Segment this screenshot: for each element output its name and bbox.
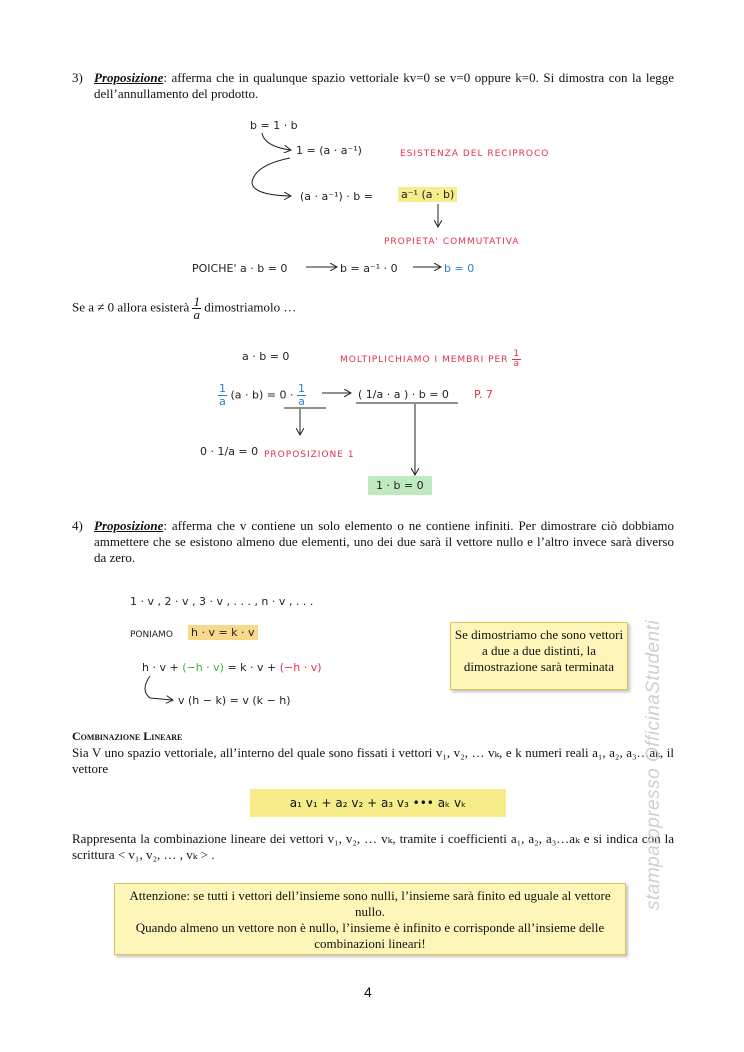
eq-add-opposite: h · v + (−h · v) = k · v + (−h · v) [142,661,322,674]
eq-since: POICHE' a · b = 0 [192,262,288,275]
combinazione-paragraph-1: Sia V uno spazio vettoriale, all’interno del quale sono fissati i vettori v₁, v₂, … vₖ, e k numeri reali a₁, a₂, a₃…aₖ, il vettore [72,745,674,776]
eq-aa-b: (a · a⁻¹) · b = [300,190,373,203]
eq-b-1b: b = 1 · b [250,119,298,132]
eq-factored: v (h − k) = v (k − h) [178,694,291,707]
note-commutative: PROPIETA' COMMUTATIVA [384,237,520,247]
proposition-word-2: Proposizione [94,518,164,533]
section-title-combinazione: Combinazione Lineare [72,729,183,743]
eq-zero-frac: 0 · 1/a = 0 [200,445,259,458]
combinazione-paragraph-2: Rappresenta la combinazione lineare dei vettori v₁, v₂, … vₖ, tramite i coefficienti a₁, a₂, a₃…aₖ e si indica con la scrittura < v₁, v₂, … , vₖ > . [72,831,674,862]
eq-sequence: 1 · v , 2 · v , 3 · v , . . . , n · v , . . . [130,595,314,608]
arrow-down-curve [145,676,172,700]
note-prop1: PROPOSIZIONE 1 [264,450,355,460]
eq-associated: ( 1/a · a ) · b = 0 [358,388,449,401]
eq-b-zero: b = 0 [444,262,475,275]
section-4-paragraph [94,518,674,566]
attention-line-1: Attenzione: se tutti i vettori dell’insieme sono nulli, l’insieme sarà finito ed uguale al vettore nullo. [129,888,611,919]
eq-ab-zero: a · b = 0 [242,350,290,363]
arrow-1-to-2 [262,133,290,150]
section-4-number: 4) [72,518,83,533]
ref-p7: P. 7 [474,388,493,401]
eq-multiplied: $\frac{1}{a}$ (a · b) = 0 · $\frac{1}{a}$ [219,382,305,408]
section-3-number: 3) [72,70,83,85]
attention-line-2: Quando almeno un vettore non è nullo, l’insieme è infinito e corrisponde all’insieme delle combinazioni lineari! [135,920,605,951]
eq-1-aa: 1 = (a · a⁻¹) [296,144,362,157]
eq-assume: h · v = k · v [188,625,258,641]
combination-formula: a₁ v₁ + a₂ v₂ + a₃ v₃ ••• aₖ vₖ [250,789,506,817]
proposition-word: Proposizione [94,70,164,85]
arrow-2-to-3 [252,158,290,196]
page-number: 4 [364,984,372,1000]
eq-commuted: a⁻¹ (a · b) [398,187,457,203]
note-reciprocal: ESISTENZA DEL RECIPROCO [400,149,550,159]
section-4-text: : afferma che v contiene un solo elemento o ne contiene infiniti. Per dimostrare ciò dobbiamo ammettere che se esistono almeno due elementi, uno dei due sarà il vettore nullo e l’altro invece sarà diverso da zero. [94,518,674,565]
watermark: stampatopresso OfficinaStudenti [643,619,664,910]
section-3-paragraph [94,70,674,102]
eq-b-inv: b = a⁻¹ · 0 [340,262,398,275]
eq-result: 1 · b = 0 [368,478,432,494]
note-distinct-vectors: Se dimostriamo che sono vettori a due a due distinti, la dimostrazione sarà terminata [450,622,628,690]
section-3-text: : afferma che in qualunque spazio vettoriale kv=0 se v=0 oppure k=0. Si dimostra con la legge dell’annullamento del prodotto. [94,70,674,101]
note-multiply: MOLTIPLICHIAMO I MEMBRI PER $\frac{1}{a}$ [340,349,521,369]
se-line: Se a ≠ 0 allora esisterà $\frac{1}{a}$ dimostriamolo … [72,294,297,322]
label-poniamo: PONIAMO [130,630,173,640]
attention-box [114,883,626,955]
